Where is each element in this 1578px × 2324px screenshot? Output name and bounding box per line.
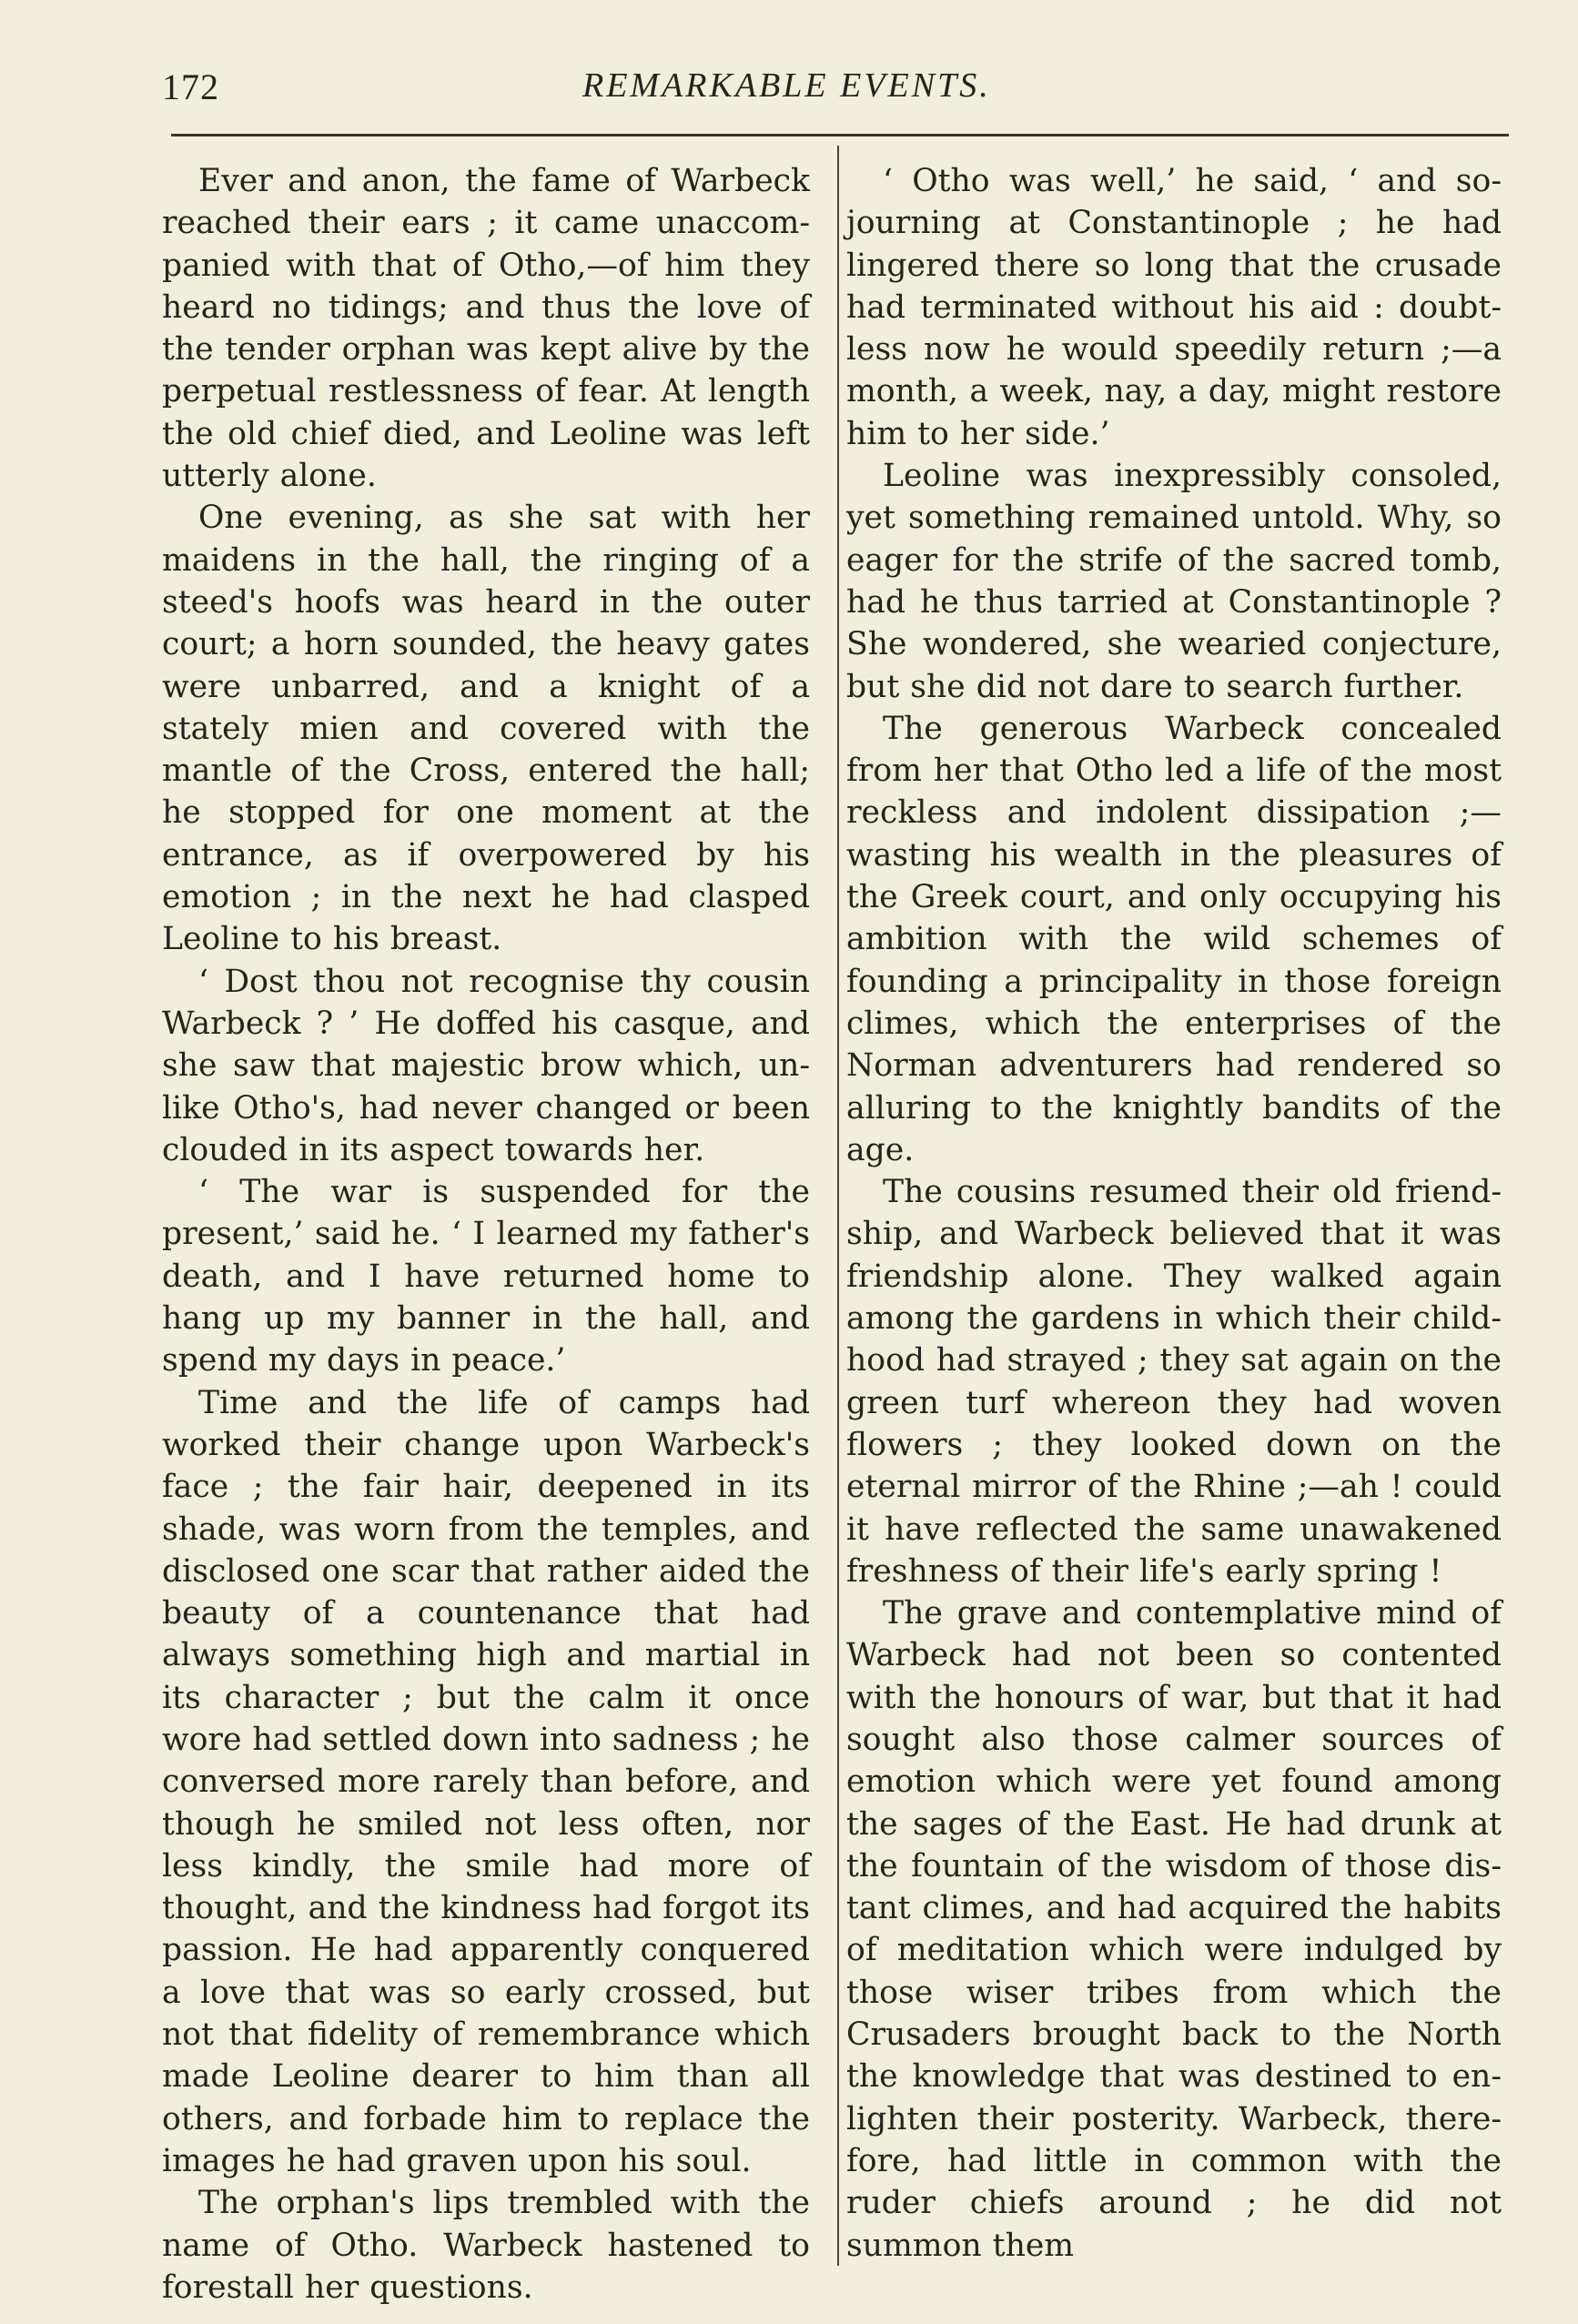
column-divider	[837, 146, 839, 2266]
paragraph: The grave and contemplative mind of Warbeck had not been so contented with the honours of war, but that it had sought also those calmer sources of emotion which were yet found among the sages of the East. He had drunk at the fountain of the wisdom of those distant climes, and had acquired the habits of meditation which were indulged by those wiser tribes from which the Crusaders brought back to the North the knowledge that was destined to enlighten their posterity. Warbeck, therefore, had little in common with the ruder chiefs around ; he did not summon them	[846, 1595, 1502, 2264]
paragraph: The cousins resumed their old friendship, and Warbeck believed that it was friendship alone. They walked again among the gardens in which their childhood had strayed ; they sat again on the green turf whereon they had woven flowers ; they looked down on the eternal mirror of the Rhine ;—ah ! could it have reflected the same unawakened freshness of their life's early spring !	[846, 1174, 1502, 1590]
page-number: 172	[162, 66, 219, 107]
paragraph: One evening, as she sat with her maidens in the hall, the ringing of a steed's hoofs was heard in the outer court; a horn sounded, the heavy gates were unbarred, and a knight of a stately mien and covered with the mantle of the Cross, entered the hall; he stopped for one moment at the entrance, as if overpowered by his emotion ; in the next he had clasped Leoline to his breast.	[162, 500, 810, 958]
paragraph: The orphan's lips trembled with the name of Otho. Warbeck hastened to forestall her questions.	[162, 2185, 810, 2306]
paragraph: ‘ The war is suspended for the present,’ said he. ‘ I learned my father's death, and I have returned home to hang up my banner in the hall, and spend my days in peace.’	[162, 1174, 810, 1379]
header-rule	[171, 134, 1509, 136]
right-column	[846, 160, 1502, 2267]
running-title: REMARKABLE EVENTS.	[582, 66, 991, 105]
paragraph: The generous Warbeck concealed from her that Otho led a life of the most reckless and indolent dissipation ;— wasting his wealth in the pleasures of the Greek court, and only occupying his ambition with the wild schemes of founding a principality in those foreign climes, which the enterprises of the Norman adventurers had rendered so alluring to the knightly bandits of the age.	[846, 710, 1502, 1168]
paragraph: ‘ Dost thou not recognise thy cousin Warbeck ? ’ He doffed his casque, and she saw that majestic brow which, unlike Otho's, had never changed or been clouded in its aspect towards her.	[162, 963, 810, 1168]
paragraph: Leoline was inexpressibly consoled, yet something remained untold. Why, so eager for the strife of the sacred tomb, had he thus tarried at Constantinople ? She wondered, she wearied conjecture, but she did not dare to search further.	[846, 458, 1502, 705]
left-column	[162, 160, 810, 2309]
paragraph: ‘ Otho was well,’ he said, ‘ and sojourning at Constantinople ; he had lingered there so long that the crusade had terminated without his aid : doubtless now he would speedily return ;—a month, a week, nay, a day, might restore him to her side.’	[846, 163, 1502, 452]
paragraph: Ever and anon, the fame of Warbeck reached their ears ; it came unaccompanied with that of Otho,—of him they heard no tidings; and thus the love of the tender orphan was kept alive by the perpetual restlessness of fear. At length the old chief died, and Leoline was left utterly alone.	[162, 163, 810, 495]
paragraph: Time and the life of camps had worked their change upon Warbeck's face ; the fair hair, deepened in its shade, was worn from the temples, and disclosed one scar that rather aided the beauty of a countenance that had always something high and martial in its character ; but the calm it once wore had settled down into sadness ; he conversed more rarely than before, and though he smiled not less often, nor less kindly, the smile had more of thought, and the kindness had forgot its passion. He had apparently conquered a love that was so early crossed, but not that fidelity of remembrance which made Leoline dearer to him than all others, and forbade him to replace the images he had graven upon his soul.	[162, 1384, 810, 2179]
